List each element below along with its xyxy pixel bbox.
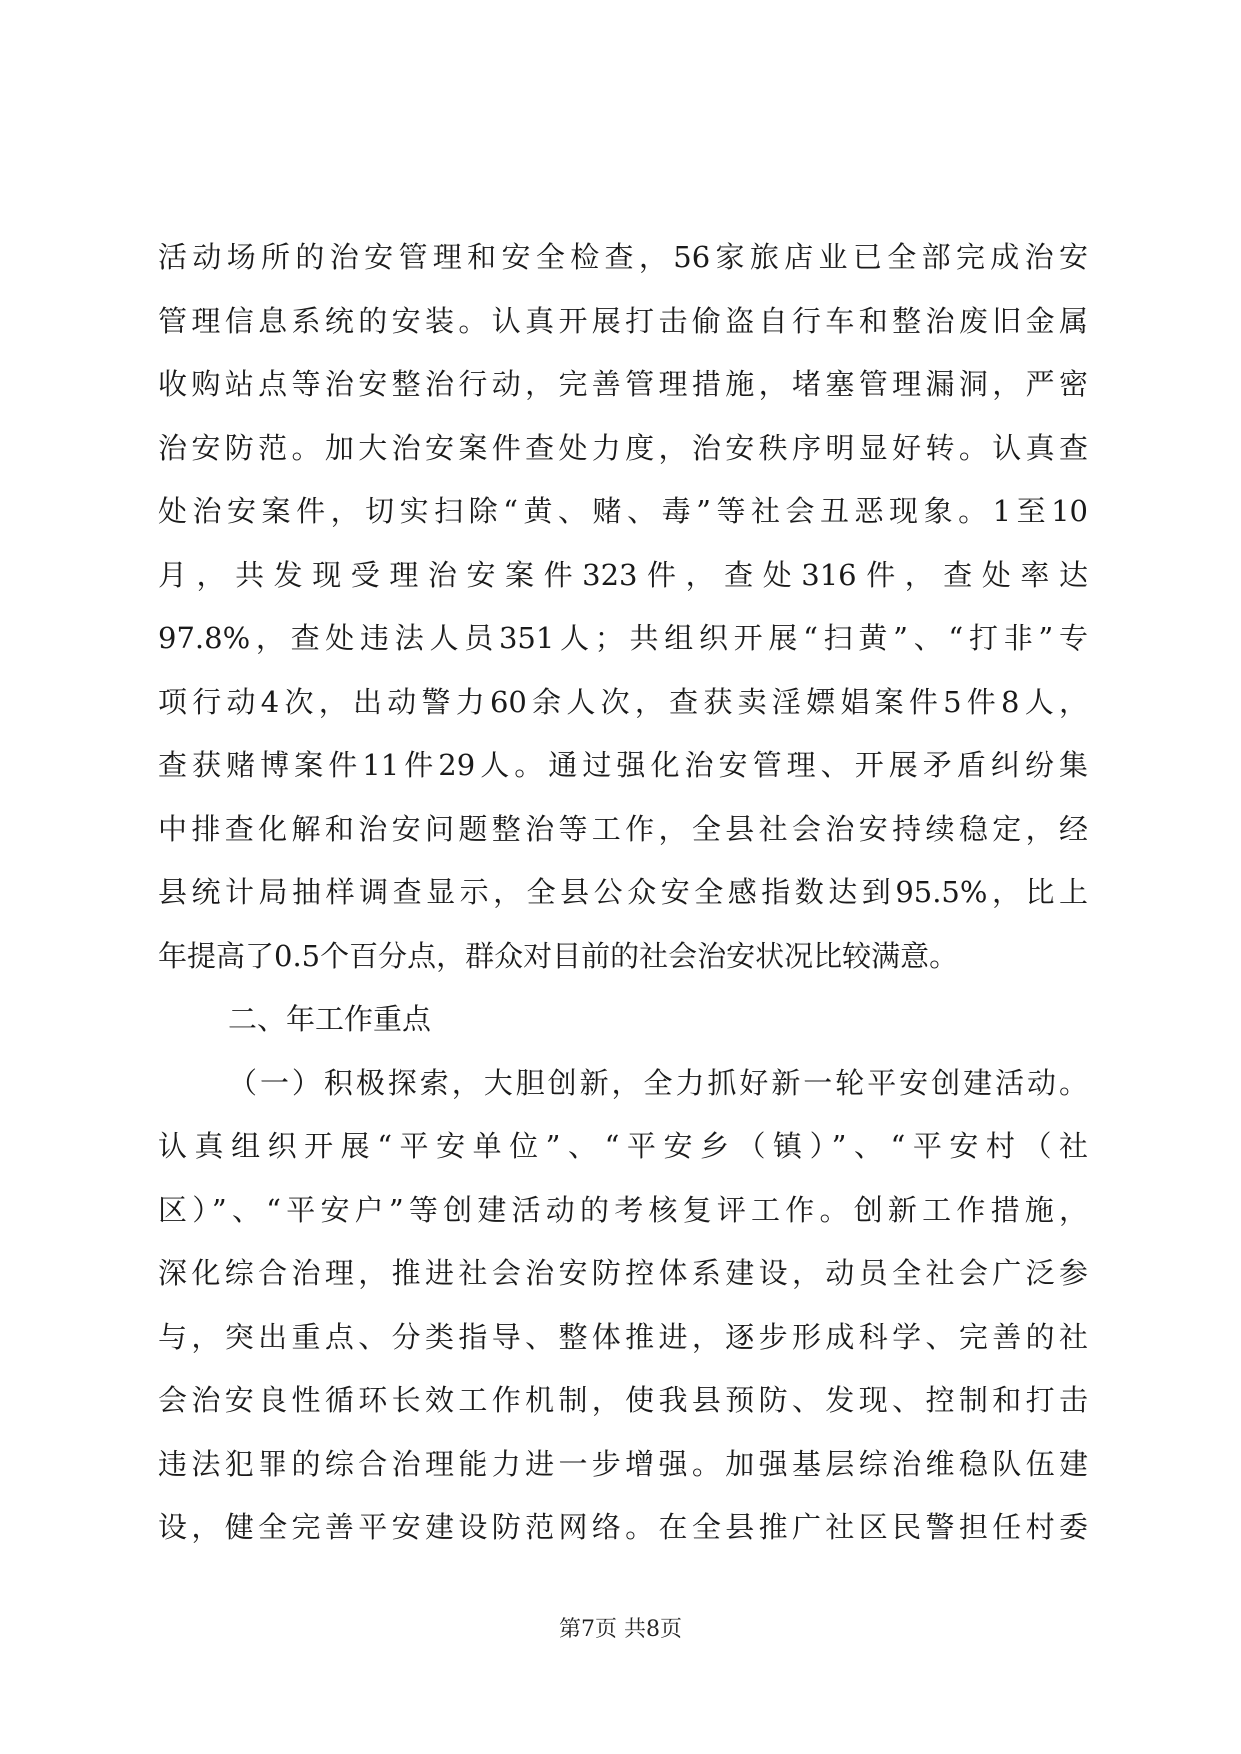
body-line: 区）”、“平安户”等创建活动的考核复评工作。创新工作措施，	[158, 1192, 1088, 1227]
body-line: 活动场所的治安管理和安全检查，56家旅店业已全部完成治安	[158, 240, 1088, 274]
section-heading: 二、年工作重点	[228, 1002, 432, 1036]
body-line: 月，共发现受理治安案件323件，查处316件，查处率达	[158, 557, 1088, 592]
body-line: 会治安良性循环长效工作机制，使我县预防、发现、控制和打击	[158, 1383, 1088, 1417]
body-line: 县统计局抽样调查显示，全县公众安全感指数达到95.5%，比上	[158, 875, 1088, 909]
body-line: 处治安案件，切实扫除“黄、赌、毒”等社会丑恶现象。1至10	[158, 494, 1088, 528]
body-line: 深化综合治理，推进社会治安防控体系建设，动员全社会广泛参	[158, 1256, 1088, 1290]
subsection-heading: （一）积极探索，大胆创新，全力抓好新一轮平安创建活动。	[228, 1065, 1088, 1100]
document-body	[158, 226, 1088, 1560]
body-line: 年提高了0.5个百分点，群众对目前的社会治安状况比较满意。	[158, 938, 959, 973]
body-line: 中排查化解和治安问题整治等工作，全县社会治安持续稳定，经	[158, 811, 1088, 846]
body-line: 97.8%，查处违法人员351人；共组织开展“扫黄”、“打非”专	[158, 621, 1088, 655]
body-line: 收购站点等治安整治行动，完善管理措施，堵塞管理漏洞，严密	[158, 367, 1088, 401]
body-line: 项行动4次，出动警力60余人次，查获卖淫嫖娼案件5件8人，	[158, 684, 1088, 719]
body-line: 治安防范。加大治安案件查处力度，治安秩序明显好转。认真查	[158, 430, 1088, 465]
body-line: 查获赌博案件11件29人。通过强化治安管理、开展矛盾纠纷集	[158, 748, 1088, 782]
page-number-footer: 第7页 共8页	[559, 1617, 682, 1642]
body-line: 设，健全完善平安建设防范网络。在全县推广社区民警担任村委	[158, 1510, 1088, 1544]
body-line: 与，突出重点、分类指导、整体推进，逐步形成科学、完善的社	[158, 1319, 1088, 1354]
body-line: 认真组织开展“平安单位”、“平安乡（镇）”、“平安村（社	[158, 1129, 1088, 1163]
body-line: 违法犯罪的综合治理能力进一步增强。加强基层综治维稳队伍建	[158, 1446, 1088, 1481]
body-line: 管理信息系统的安装。认真开展打击偷盗自行车和整治废旧金属	[158, 303, 1088, 338]
